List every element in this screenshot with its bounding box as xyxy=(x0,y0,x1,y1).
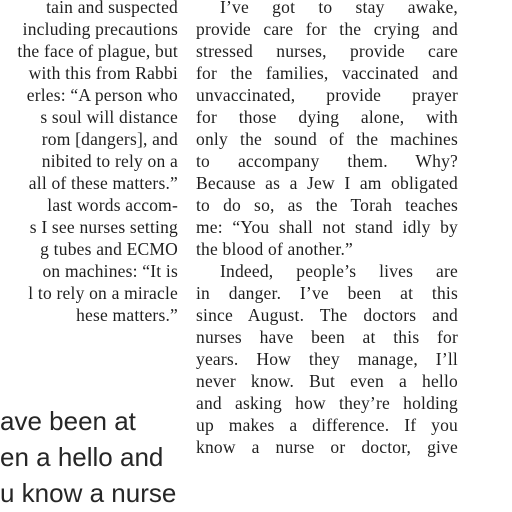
left-body-line: g tubes and ECMO xyxy=(40,239,178,259)
left-body-line: including precautions xyxy=(22,19,178,39)
right-body-line: years. How they manage, I’ll xyxy=(196,349,458,369)
right-body-line: Because as a Jew I am obligated xyxy=(196,173,458,193)
left-body-line: the face of plague, but xyxy=(17,41,178,61)
left-body-line: with this from Rabbi xyxy=(28,63,178,83)
right-body-line: only the sound of the machines xyxy=(196,129,458,149)
right-body-line: know a nurse or doctor, give xyxy=(196,437,458,457)
left-body-line: rom [dangers], and xyxy=(41,129,178,149)
left-column xyxy=(0,0,180,512)
right-body-line: provide care for the crying and xyxy=(196,19,458,39)
right-body-line: the blood of another.” xyxy=(196,239,353,259)
right-body-line: for those dying alone, with xyxy=(196,107,458,127)
right-body-line: Indeed, people’s lives are xyxy=(220,261,458,281)
right-column xyxy=(196,0,458,512)
right-body-line: and asking how they’re holding xyxy=(196,393,458,413)
right-body-line: I’ve got to stay awake, xyxy=(220,0,458,17)
right-body-line: me: “You shall not stand idly by xyxy=(196,217,458,237)
pull-quote-line: ave been at xyxy=(0,406,136,436)
pull-quote-line: en a hello and xyxy=(0,442,164,472)
right-body-line: nurses have been at this for xyxy=(196,327,458,347)
left-body-line: last words accom- xyxy=(47,195,178,215)
left-body-line: hese matters.” xyxy=(76,305,178,325)
left-body-line: erles: “A person who xyxy=(26,85,178,105)
right-body-line: for the families, vaccinated and xyxy=(196,63,458,83)
right-body-line: in danger. I’ve been at this xyxy=(196,283,458,303)
left-body-line: nibited to rely on a xyxy=(41,151,178,171)
right-body-line: since August. The doctors and xyxy=(196,305,458,325)
right-body-line: never know. But even a hello xyxy=(196,371,458,391)
pull-quote-line: u know a nurse xyxy=(0,478,177,508)
right-body-line: to accompany them. Why? xyxy=(196,151,458,171)
left-body-line: all of these matters.” xyxy=(28,173,178,193)
right-body-line: unvaccinated, provide prayer xyxy=(196,85,458,105)
left-body-line: tain and suspected xyxy=(46,0,178,17)
left-body-line: s soul will distance xyxy=(40,107,178,127)
right-body-line: to do so, as the Torah teaches xyxy=(196,195,458,215)
left-body-line: s I see nurses setting xyxy=(29,217,178,237)
right-body-line: up makes a difference. If you xyxy=(196,415,458,435)
left-body-line: l to rely on a miracle xyxy=(28,283,178,303)
left-body-line: on machines: “It is xyxy=(42,261,178,281)
right-body-line: stressed nurses, provide care xyxy=(196,41,458,61)
